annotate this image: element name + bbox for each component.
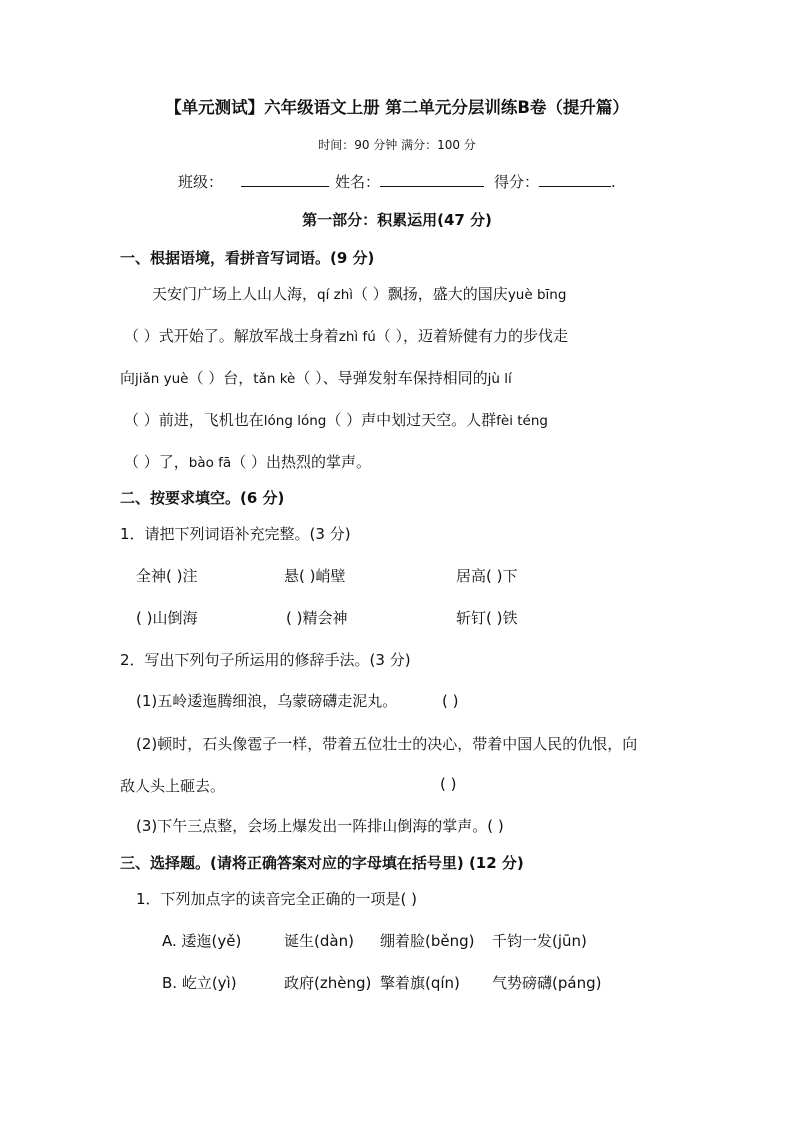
answer-blank[interactable]: （ ）、导弹发射车保持相同的 xyxy=(295,369,488,387)
pinyin-feiteng: fèi téng xyxy=(496,413,548,429)
option-b-3: 擎着旗(qín) xyxy=(380,974,460,992)
q1-line-5 xyxy=(124,452,371,473)
pinyin-qizhi: qí zhì xyxy=(317,287,354,303)
text: 向 xyxy=(120,369,136,387)
score-label: 得分： xyxy=(494,173,540,191)
q2-sub1: 1．请把下列词语补充完整。(3 分) xyxy=(120,525,351,543)
word-fill-3[interactable]: 居高( )下 xyxy=(456,567,518,585)
word-fill-2[interactable]: 悬( )峭壁 xyxy=(284,567,346,585)
sentence-1-answer[interactable]: ( ) xyxy=(442,692,459,710)
answer-blank[interactable]: （ ），迈着矫健有力的步伐走 xyxy=(375,327,569,345)
q2-heading: 二、按要求填空。(6 分) xyxy=(120,489,285,507)
pinyin-juli: jù lí xyxy=(487,371,512,387)
q3-heading xyxy=(120,853,524,873)
option-a-4: 千钧一发(jūn) xyxy=(492,932,587,950)
option-a-3: 绷着脸(běng) xyxy=(380,932,475,950)
q2-sub2: 2．写出下列句子所运用的修辞手法。(3 分) xyxy=(120,651,411,669)
sentence-2-line-2: 敌人头上砸去。 xyxy=(120,777,226,795)
answer-blank[interactable]: （ ）飘扬，盛大的国庆 xyxy=(353,285,508,303)
word-fill-6[interactable]: 斩钉( )铁 xyxy=(456,609,518,627)
part1-heading: 第一部分：积累运用(47 分) xyxy=(302,211,492,229)
class-blank[interactable] xyxy=(241,170,329,187)
pinyin-tanke: tǎn kè xyxy=(253,371,296,387)
option-a-1[interactable]: A. 逶迤(yě) xyxy=(162,932,242,950)
pinyin-longlong: lóng lóng xyxy=(263,413,327,429)
q3-heading-b: 正确答案对应的字母填在括号里 xyxy=(246,854,457,872)
answer-blank[interactable]: （ ）声中划过天空。人群 xyxy=(326,411,497,429)
option-b-4: 气势磅礴(páng) xyxy=(492,974,602,992)
answer-blank[interactable]: （ ）台， xyxy=(188,369,254,387)
sentence-2-answer[interactable]: ( ) xyxy=(440,775,457,793)
sentence-1: (1)五岭逶迤腾细浪，乌蒙磅礴走泥丸。 xyxy=(136,692,398,710)
q3-heading-c: ) (12 分) xyxy=(456,854,524,872)
mc-question-1: 1．下列加点字的读音完全正确的一项是( ) xyxy=(136,890,418,908)
pinyin-jianyue: jiǎn yuè xyxy=(135,371,189,387)
sentence-2-line-1: (2)顿时，石头像雹子一样，带着五位壮士的决心，带着中国人民的仇恨，向 xyxy=(136,735,638,753)
word-fill-1[interactable]: 全神( )注 xyxy=(136,567,198,585)
class-label: 班级： xyxy=(178,173,224,191)
q1-line-3 xyxy=(120,368,512,389)
q1-heading: 一、根据语境，看拼音写词语。(9 分) xyxy=(120,249,375,267)
pinyin-zhifu: zhì fú xyxy=(338,329,376,345)
word-fill-5[interactable]: ( )精会神 xyxy=(286,609,348,627)
answer-blank[interactable]: （ ）出热烈的掌声。 xyxy=(231,453,371,471)
sentence-3[interactable]: (3)下午三点整，会场上爆发出一阵排山倒海的掌声。( ) xyxy=(136,817,504,835)
q1-line-4 xyxy=(124,410,548,431)
end-dot: . xyxy=(611,173,616,191)
answer-blank[interactable]: （ ）前进，飞机也在 xyxy=(124,411,264,429)
page-title: 【单元测试】六年级语文上册 第二单元分层训练B卷（提升篇） xyxy=(165,98,629,117)
option-b-1[interactable]: B. 屹立(yì) xyxy=(162,974,237,992)
option-a-2: 诞生(dàn) xyxy=(284,932,354,950)
name-blank[interactable] xyxy=(380,170,484,187)
score-blank[interactable] xyxy=(539,170,611,187)
student-info-row xyxy=(178,170,616,192)
name-label: 姓名： xyxy=(335,173,381,191)
option-b-2: 政府(zhèng) xyxy=(284,974,372,992)
q3-heading-a: 三、选择题。(请将 xyxy=(120,854,247,872)
q1-line-2 xyxy=(124,326,568,347)
exam-info: 时间：90 分钟 满分：100 分 xyxy=(318,138,476,152)
word-fill-4[interactable]: ( )山倒海 xyxy=(136,609,198,627)
pinyin-yuebing: yuè bīng xyxy=(507,287,567,303)
answer-blank[interactable]: （ ）了， xyxy=(124,453,189,471)
answer-blank[interactable]: （ ）式开始了。解放军战士身着 xyxy=(124,327,339,345)
pinyin-baofa: bào fā xyxy=(188,455,232,471)
text: 天安门广场上人山人海， xyxy=(152,285,318,303)
q1-line-1 xyxy=(152,284,566,305)
